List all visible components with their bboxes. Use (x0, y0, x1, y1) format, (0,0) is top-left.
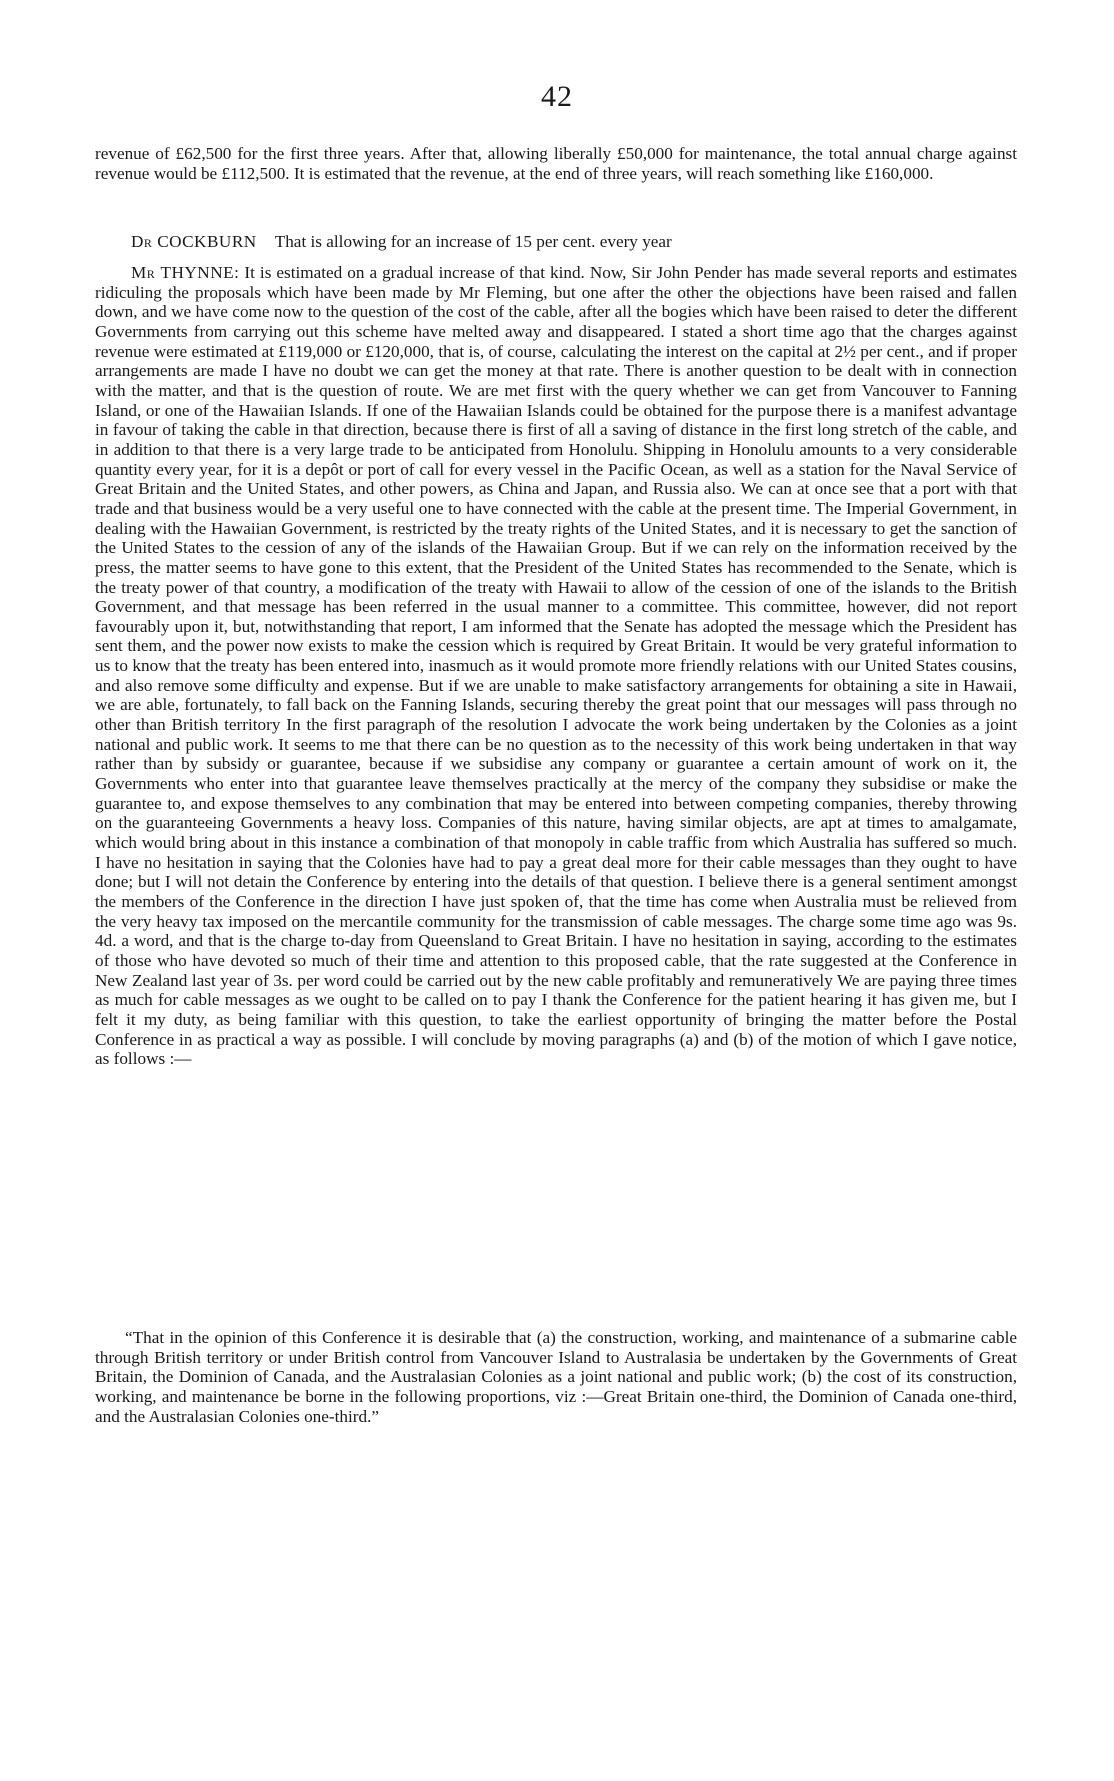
motion-quote-text: “That in the opinion of this Conference it is desirable that (a) the construction, working, and maintenance of a submarine cable through British territory or under British control from Vancouver Island to Australasia be undertaken by the Governments of Great Britain, the Dominion of Canada, and the Australasian Colonies as a joint national and public work; (b) the cost of its construction, working, and maintenance be borne in the following proportions, viz :—Great Britain one-third, the Dominion of Canada one-third, and the Australasian Colonies one-third.” (95, 1328, 1017, 1426)
cockburn-remark: That is allowing for an increase of 15 per cent. every year (274, 232, 672, 251)
paragraph-cockburn (95, 232, 1017, 252)
paragraph-thynne (95, 263, 1017, 1069)
speaker-cockburn: Dr COCKBURN (131, 232, 257, 251)
thynne-speech: It is estimated on a gradual increase of that kind. Now, Sir John Pender has made several reports and estimates ridiculing the proposals which have been made by Mr Fleming, but one after the other the objections have been raised and fallen down, and we have come now to the question of the cost of the cable, after all the bogies which have been raised to deter the different Governments from carrying out this scheme have melted away and disappeared. I stated a short time ago that the charges against revenue were estimated at £119,000 or £120,000, that is, of course, calculating the interest on the capital at 2½ per cent., and if proper arrangements are made I have no doubt we can get the money at that rate. There is another question to be dealt with in connection with the matter, and that is the question of route. We are met first with the query whether we can get from Vancouver to Fanning Island, or one of the Hawaiian Islands. If one of the Hawaiian Islands could be obtained for the purpose there is a manifest advantage in favour of taking the cable in that direction, because there is first of all a saving of distance in the first long stretch of the cable, and in addition to that there is a very large trade to be anticipated from Honolulu. Shipping in Honolulu amounts to a very considerable quantity every year, for it is a depôt or port of call for every vessel in the Pacific Ocean, as well as a station for the Naval Service of Great Britain and the United States, and other powers, as China and Japan, and Russia also. We can at once see that a port with that trade and that business would be a very useful one to have connected with the cable at the present time. The Imperial Government, in dealing with the Hawaiian Government, is restricted by the treaty rights of the United States, and it is necessary to get the sanction of the United States to the cession of any of the islands of the Hawaiian Group. But if we can rely on the information received by the press, the matter seems to have gone to this extent, that the President of the United States has recommended to the Senate, which is the treaty power of that country, a modification of the treaty with Hawaii to allow of the cession of one of the islands to the British Government, and that message has been referred in the usual manner to a committee. This committee, however, did not report favourably upon it, but, notwithstanding that report, I am informed that the Senate has adopted the message which the President has sent them, and the power now exists to make the cession which is required by Great Britain. It would be very grateful information to us to know that the treaty has been entered into, inasmuch as it would promote more friendly relations with our United States cousins, and also remove some difficulty and expense. But if we are unable to make satisfactory arrangements for obtaining a site in Hawaii, we are able, fortunately, to fall back on the Fanning Islands, securing thereby the great point that our messages will pass through no other than British territory In the first paragraph of the resolution I advocate the work being undertaken by the Colonies as a joint national and public work. It seems to me that there can be no question as to the necessity of this work being undertaken in that way rather than by subsidy or guarantee, because if we subsidise any company or guarantee a certain amount of work on it, the Governments who enter into that guarantee leave themselves practically at the mercy of the company they subsidise or make the guarantee to, and expose themselves to any combination that may be entered into between competing companies, thereby throwing on the guaranteeing Governments a heavy loss. Companies of this nature, having similar objects, are apt at times to amalgamate, which would bring about in this instance a combination of that monopoly in cable traffic from which Australia has suffered so much. I have no hesitation in saying that the Colonies have had to pay a great deal more for their cable messages than they ought to have done; but I will not detain the Conference by entering into the details of that question. I believe there is a general sentiment amongst the members of the Conference in the direction I have just spoken of, that the time has come when Australia must be relieved from the very heavy tax imposed on the mercantile community for the transmission of cable messages. The charge some time ago was 9s. 4d. a word, and that is the charge to-day from Queensland to Great Britain. I have no hesitation in saying, according to the estimates of those who have devoted so much of their time and attention to this proposed cable, that the rate suggested at the Conference in New Zealand last year of 3s. per word could be carried out by the new cable profitably and remuneratively We are paying three times as much for cable messages as we ought to be called on to pay I thank the Conference for the patient hearing it has given me, but I felt it my duty, as being familiar with this question, to take the earliest opportunity of bringing the matter before the Postal Conference in as practical a way as possible. I will conclude by moving paragraphs (a) and (b) of the motion of which I gave notice, as follows :— (95, 263, 1018, 1069)
page-number: 42 (541, 80, 573, 113)
speaker-thynne: Mr THYNNE: (131, 263, 240, 282)
paragraph-revenue: revenue of £62,500 for the first three years. After that, allowing liberally £50,000 for maintenance, the total annual charge against revenue would be £112,500. It is estimated that the revenue, at the end of three years, will reach something like £160,000. (95, 144, 1017, 183)
motion-quote (95, 1328, 1017, 1427)
